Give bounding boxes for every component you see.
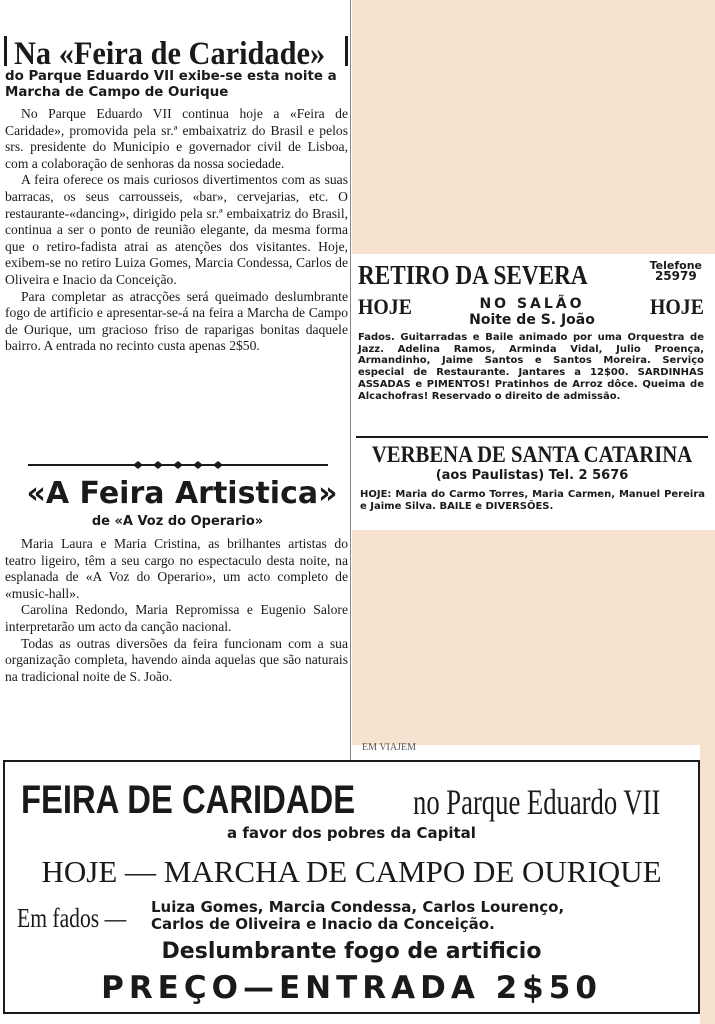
hoje-right: HOJE [650,294,704,319]
article1-paragraph: A feira oferece os mais curiosos divertimentos com as suas barracas, os seus carrousseis, «bar», cervejarias, etc. O restaurante-«dancing», dirigido pela sr.ª embaixatriz do Brasil, continua a ser o ponto de reunião elegante, da mesma forma que o retiro-fadista atrai as atenções dos visitantes. Hoje, exibem-se no retiro Luiza Gomes, Marcia Condessa, Carlos de Oliveira e Inacio da Conceição. [5,172,348,287]
phone-number: 25979 [654,269,697,283]
article2-title: «A Feira Artistica» [26,476,338,511]
big-ad-preco: PREÇO—ENTRADA 2$50 [101,970,602,1006]
hoje-left: HOJE [358,294,412,319]
tan-background-corner [700,745,715,1024]
big-ad-fados-label: Em fados — [17,903,127,933]
phone-label: Telefone [649,259,702,272]
retiro-name: RETIRO DA SEVERA [358,260,588,290]
verbena-tel: (aos Paulistas) Tel. 2 5676 [435,468,629,483]
big-ad-subtitle: a favor dos pobres da Capital [227,824,476,842]
big-ad-fogo: Deslumbrante fogo de artificio [161,939,542,964]
stray-text: EM VIAJEM [362,742,416,753]
article2-paragraph: Maria Laura e Maria Cristina, as brilhantes artistas do teatro ligeiro, têm a seu cargo no espectaculo desta noite, na esplanada de «A Voz do Operario», um acto completo de «music-hall». [5,536,348,601]
article1-subtitle: do Parque Eduardo VII exibe-se esta noite a Marcha de Campo de Ourique [5,69,337,100]
article1-body [5,106,348,355]
fados-line: Luiza Gomes, Marcia Condessa, Carlos Lourenço, [151,898,565,916]
article1-paragraph: Para completar as atracções será queimado deslumbrante fogo de artificio e apresentar-se-á na feira a Marcha de Campo de Ourique, um gracioso friso de raparigas bonitas daquele bairro. A entrada no recinto custa apenas 2$50. [5,288,348,354]
title-bar-right [345,36,348,66]
verbena-name: VERBENA DE SANTA CATARINA [371,442,693,467]
tan-background-top [352,0,715,254]
big-ad-fados-names [151,899,691,933]
ornament-divider [28,461,328,469]
retiro-severa-ad [352,254,712,438]
fados-line: Carlos de Oliveira e Inacio da Conceição. [151,915,495,933]
article2-subtitle: de «A Voz do Operario» [91,514,264,529]
retiro-noite: Noite de S. João [469,312,595,328]
retiro-description: Fados. Guitarradas e Baile animado por uma Orquestra de Jazz. Adelina Ramos, Arminda Vidal, Julio Proença, Armandinho, Jaime Santos e Santos Moreira. Serviço especial de Restaurante. Jantares a 12$00. SARDINHAS ASSADAS e PIMENTOS! Pratinhos de Arroz dôce. Queima de Alcachofras! Reservado o direito de admissão. [358,332,704,402]
article1-title: Na «Feira de Caridade» [14,36,326,72]
verbena-ad [352,438,712,530]
article1-paragraph: No Parque Eduardo VII continua hoje a «Feira de Caridade», promovida pela sr.ª embaixatriz do Brasil e pelos srs. presidente do Municipio e governador civil de Lisboa, com a colaboração de senhoras da nossa sociedade. [5,106,348,171]
big-ad-title-main: FEIRA DE CARIDADE [21,778,356,822]
title-bar-left [4,36,7,66]
article2-paragraph: Todas as outras diversões da feira funcionam com a sua organização completa, havendo ainda aquelas que são naturais na tradicional noite de S. João. [5,635,348,684]
article2-paragraph: Carolina Redondo, Maria Repromissa e Eugenio Salore interpretarão um acto da canção nacional. [5,602,348,634]
big-ad-hoje: HOJE — MARCHA DE CAMPO DE OURIQUE [41,854,662,889]
big-ad-title [21,776,661,824]
verbena-description: HOJE: Maria do Carmo Torres, Maria Carmen, Manuel Pereira e Jaime Silva. BAILE e DIVERSÕES. [360,489,705,512]
retiro-phone [650,260,702,282]
feira-caridade-ad [3,760,700,1014]
column-rule [350,0,351,760]
article2-body [5,536,348,685]
tan-background-right [352,530,715,745]
big-ad-title-suffix: no Parque Eduardo VII [413,782,661,822]
retiro-salao: NO SALÃO [479,296,585,312]
